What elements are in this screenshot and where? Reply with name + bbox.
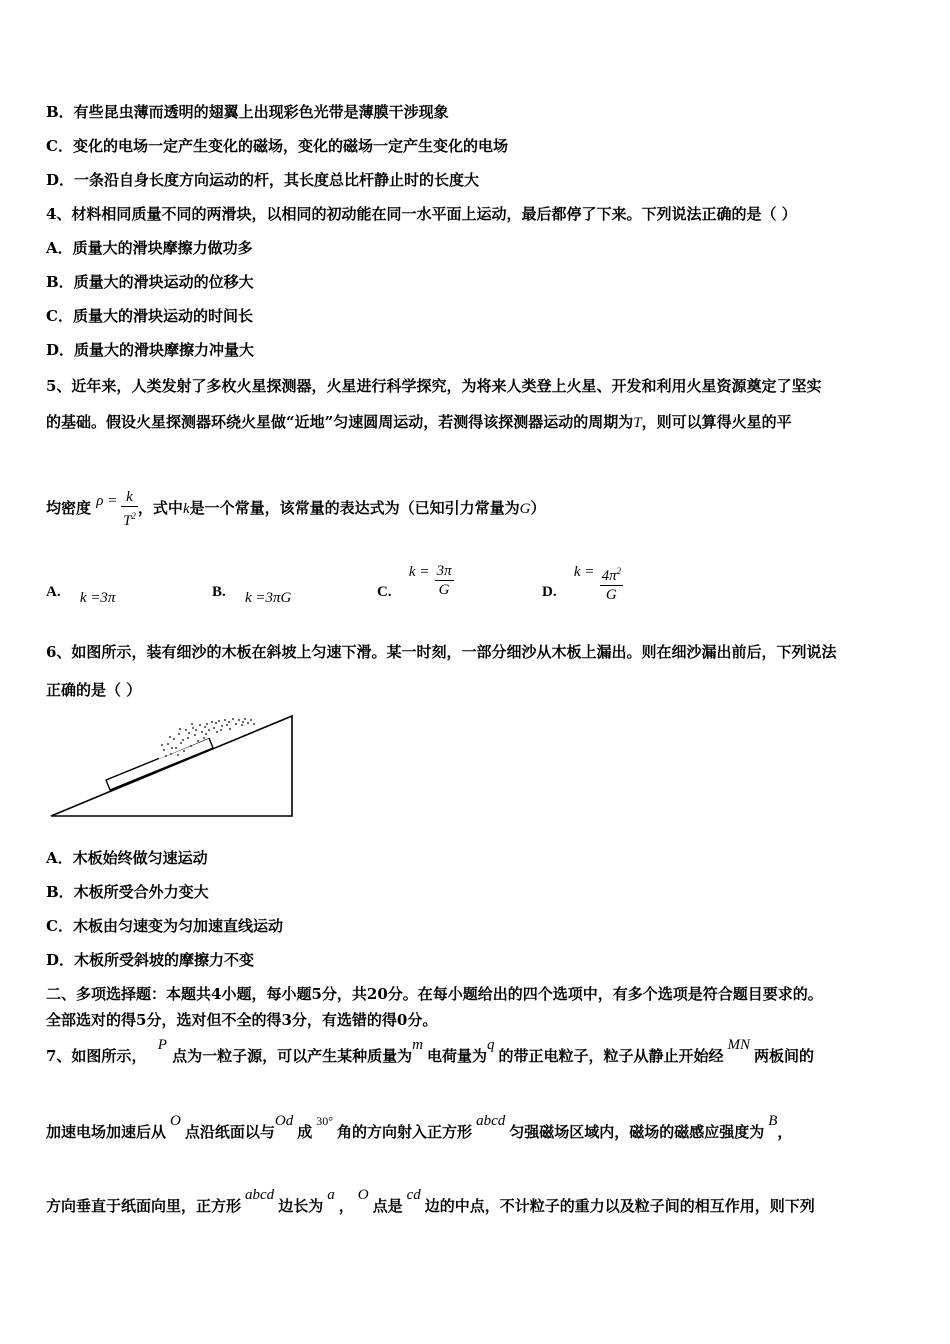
q6-option-c: C．木板由匀速变为匀加速直线运动 xyxy=(46,917,283,935)
q3-option-c: C．变化的电场一定产生变化的磁场，变化的磁场一定产生变化的电场 xyxy=(46,137,508,155)
q7-var-m: m xyxy=(412,1037,423,1053)
q5-option-c-num: 3π xyxy=(436,563,452,579)
q5-line3 xyxy=(46,478,545,538)
q5-option-c xyxy=(377,562,454,599)
q6-line2: 正确的是（ ） xyxy=(46,681,142,699)
q7-var-P: P xyxy=(157,1037,167,1053)
q5-option-b-label: B. xyxy=(212,584,226,600)
q7-var-MN: MN xyxy=(727,1037,750,1053)
slope-triangle xyxy=(51,716,292,816)
q5-option-c-den: G xyxy=(438,582,450,598)
q5-option-d-num-exp: 2 xyxy=(616,566,622,576)
q5-line1: 5、近年来，人类发射了多枚火星探测器，火星进行科学探究，为将来人类登上火星、开发和利用火星资源奠定了坚实 xyxy=(46,377,822,395)
q7-line1 xyxy=(46,1037,814,1067)
q4-stem: 4、材料相同质量不同的两滑块，以相同的初动能在同一水平面上运动，最后都停了下来。下列说法正确的是（ ） xyxy=(46,205,797,223)
q5-option-d-den: G xyxy=(605,587,617,603)
q5-rho-formula xyxy=(96,479,138,540)
q5-option-a-label: A. xyxy=(46,584,61,600)
q7-var-abcd-2: abcd xyxy=(245,1187,275,1203)
wooden-board xyxy=(106,738,213,790)
q4-option-c: C．质量大的滑块运动的时间长 xyxy=(46,307,253,325)
q7-l2-f: ， xyxy=(777,1123,793,1141)
q6-line1: 6、如图所示，装有细沙的木板在斜坡上匀速下滑。某一时刻，一部分细沙从木板上漏出。则在细沙漏出前后，下列说法 xyxy=(46,643,837,661)
q5-line2-text-a: 的基础。假设火星探测器环绕火星做“近地”匀速圆周运动，若测得该探测器运动的周期为 xyxy=(46,413,634,431)
q5-option-b-expr: k =3πG xyxy=(245,590,292,606)
q7-l1-b: 点为一粒子源，可以产生某种质量为 xyxy=(172,1047,413,1065)
q7-l2-a: 加速电场加速后从 xyxy=(46,1123,167,1141)
q7-var-O-2: O xyxy=(357,1187,369,1203)
q7-var-q: q xyxy=(486,1037,495,1053)
q5-option-d xyxy=(542,562,623,604)
q5-option-d-lhs: k = xyxy=(573,564,595,580)
q7-l1-c: 电荷量为 xyxy=(426,1047,487,1065)
q5-var-G: G xyxy=(519,501,531,517)
section2-line1: 二、多项选择题：本题共4小题，每小题5分，共20分。在每小题给出的四个选项中，有多个选项是符合题目要求的。 xyxy=(46,985,823,1003)
q5-var-T: T xyxy=(633,415,642,431)
q5-rho-lhs: ρ = xyxy=(96,493,118,510)
q5-line3-text-a: 均密度 xyxy=(46,499,92,517)
q6-option-b: B．木板所受合外力变大 xyxy=(46,883,209,901)
q5-line2 xyxy=(46,412,792,433)
q5-line3-text-d: ） xyxy=(530,499,546,517)
q5-rho-den: T xyxy=(123,513,132,530)
q7-l3-a: 方向垂直于纸面向里，正方形 xyxy=(46,1197,242,1215)
q7-l1-d: 的带正电粒子，粒子从静止开始经 xyxy=(498,1047,724,1065)
q5-option-d-num-wrap xyxy=(600,562,624,586)
q7-line2 xyxy=(46,1113,793,1143)
q5-line3-text-c: 是一个常量，该常量的表达式为（已知引力常量为 xyxy=(189,499,520,517)
q6-slope-figure xyxy=(46,710,298,822)
q5-option-d-frac xyxy=(600,562,624,604)
q4-option-b: B．质量大的滑块运动的位移大 xyxy=(46,273,254,291)
q7-var-cd: cd xyxy=(406,1187,421,1203)
q5-option-d-num: 4π xyxy=(601,568,617,584)
q3-option-d: D．一条沿自身长度方向运动的杆，其长度总比杆静止时的长度大 xyxy=(46,171,480,189)
q4-option-d: D．质量大的滑块摩擦力冲量大 xyxy=(46,341,255,359)
q5-var-k: k xyxy=(182,501,190,517)
q3-option-b: B．有些昆虫薄而透明的翅翼上出现彩色光带是薄膜干涉现象 xyxy=(46,103,449,121)
q5-option-d-label: D. xyxy=(542,584,557,600)
q7-l3-d: 点是 xyxy=(372,1197,403,1215)
q7-var-Od: Od xyxy=(274,1113,294,1129)
q7-l1-a: 7、如图所示， xyxy=(46,1047,147,1065)
q5-rho-den-wrap xyxy=(121,507,138,530)
q7-l2-b: 点沿纸面以与 xyxy=(184,1123,275,1141)
q5-rho-num: k xyxy=(121,488,138,507)
q5-option-c-lhs: k = xyxy=(408,564,430,580)
q7-l2-e: 匀强磁场区域内，磁场的磁感应强度为 xyxy=(509,1123,765,1141)
q7-l3-b: 边长为 xyxy=(278,1197,324,1215)
q6-option-a: A．木板始终做匀速运动 xyxy=(46,849,208,867)
q7-angle: 30° xyxy=(316,1114,334,1128)
q7-var-O: O xyxy=(170,1113,181,1129)
q7-l3-c: ， xyxy=(338,1197,354,1215)
q7-var-B: B xyxy=(768,1113,778,1129)
q5-line3-text-b: ，式中 xyxy=(137,499,183,517)
q7-l2-d: 角的方向射入正方形 xyxy=(337,1123,473,1141)
q5-option-c-frac xyxy=(435,562,454,599)
q7-l3-e: 边的中点，不计粒子的重力以及粒子间的相互作用，则下列 xyxy=(424,1197,815,1215)
q5-option-c-label: C. xyxy=(377,584,392,600)
q5-option-b xyxy=(212,582,292,606)
q7-var-a: a xyxy=(327,1187,335,1203)
q6-option-d: D．木板所受斜坡的摩擦力不变 xyxy=(46,951,255,969)
q5-option-a xyxy=(46,582,116,606)
section2-line2: 全部选对的得5分，选对但不全的得3分，有选错的得0分。 xyxy=(46,1011,438,1029)
q7-var-abcd: abcd xyxy=(476,1113,506,1129)
q5-rho-den-exp: 2 xyxy=(131,511,136,522)
q7-l2-c: 成 xyxy=(297,1123,313,1141)
q5-option-a-expr: k =3π xyxy=(79,590,116,606)
q7-line3 xyxy=(46,1187,815,1217)
q7-l1-e: 两板间的 xyxy=(753,1047,814,1065)
q5-line2-text-b: ，则可以算得火星的平 xyxy=(641,413,792,431)
q4-option-a: A．质量大的滑块摩擦力做功多 xyxy=(46,239,253,257)
